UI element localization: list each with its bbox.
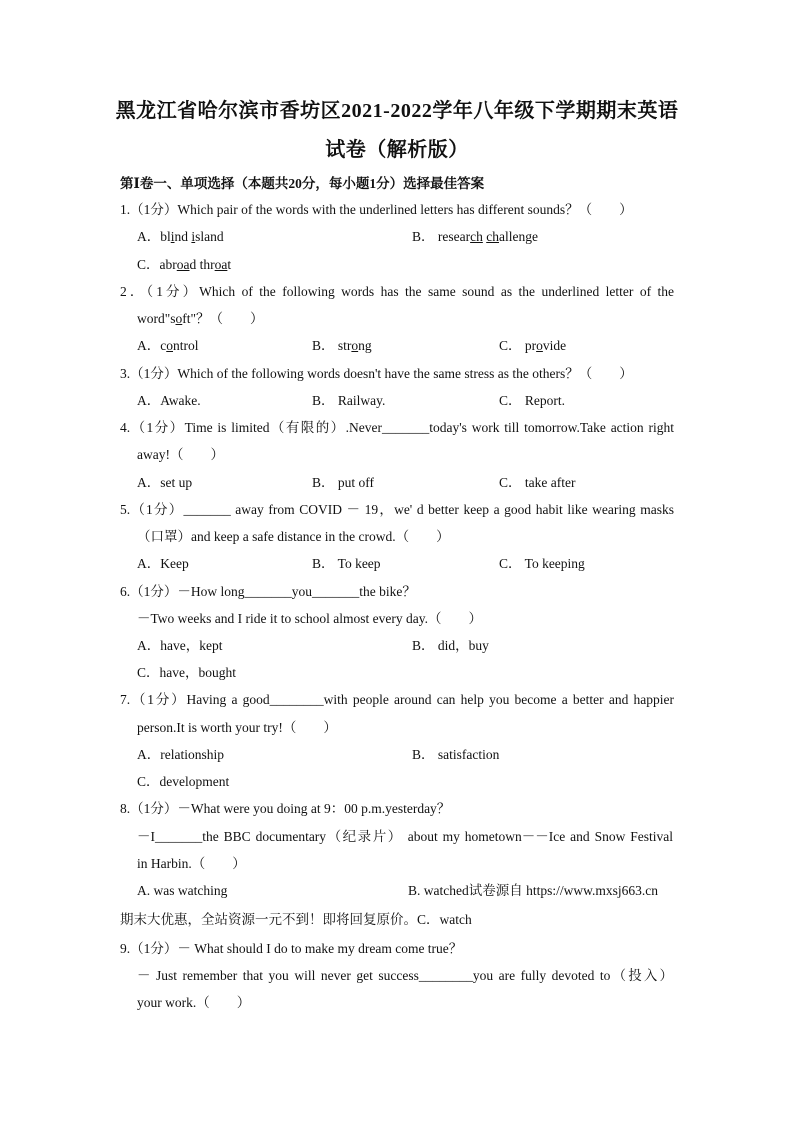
section-heading: 第Ⅰ卷一、单项选择（本题共20分，每小题1分）选择最佳答案 xyxy=(120,176,485,191)
question-7: 7.（1分）Having a good________with people around can help you become a better and happier xyxy=(120,692,674,707)
q2-option-b: B． strong xyxy=(312,338,372,353)
q6-option-b: B． did，buy xyxy=(412,638,489,653)
q5-option-a: A．Keep xyxy=(137,556,189,571)
q1-option-a: A．blind island xyxy=(137,229,224,244)
q3-option-b: B． Railway. xyxy=(312,393,386,408)
question-6-cont: －Two weeks and I ride it to school almost every day.（ ） xyxy=(137,611,482,626)
q5-option-b: B． To keep xyxy=(312,556,381,571)
q4-option-c: C． take after xyxy=(499,475,576,490)
question-9-cont: － Just remember that you will never get success________you are fully devoted to（投入） xyxy=(137,968,673,983)
q7-option-b: B． satisfaction xyxy=(412,747,500,762)
question-5: 5.（1分）_______ away from COVID － 19，we' d better keep a good habit like wearing masks xyxy=(120,502,674,517)
question-9: 9.（1分）－ What should I do to make my dream come true？ xyxy=(120,941,463,956)
q6-option-c: C．have，bought xyxy=(137,665,236,680)
question-2: 2．（1分）Which of the following words has the same sound as the underlined letter of the xyxy=(120,284,674,299)
question-7-cont: person.It is worth your try!（ ） xyxy=(137,720,337,735)
q8-option-b: B. watched试卷源自 https://www.mxsj663.cn xyxy=(408,883,658,898)
q6-option-a: A．have，kept xyxy=(137,638,223,653)
q1-option-b: B． research challenge xyxy=(412,229,538,244)
q3-option-c: C． Report. xyxy=(499,393,565,408)
question-4-cont: away!（ ） xyxy=(137,447,224,462)
question-6: 6.（1分）－How long_______you_______the bike？ xyxy=(120,584,416,599)
q4-option-b: B． put off xyxy=(312,475,375,490)
question-9-cont2: your work.（ ） xyxy=(137,995,251,1010)
question-3: 3.（1分）Which of the following words doesn't have the same stress as the others？（ ） xyxy=(120,366,633,381)
q7-option-c: C．development xyxy=(137,774,230,789)
q5-option-c: C． To keeping xyxy=(499,556,585,571)
question-8-cont: －I_______the BBC documentary（纪录片） about my hometown－－Ice and Snow Festival xyxy=(137,829,673,844)
q2-option-c: C． provide xyxy=(499,338,567,353)
question-5-cont: （口罩）and keep a safe distance in the crowd.（ ） xyxy=(137,529,450,544)
doc-title-line1: 黑龙江省哈尔滨市香坊区2021-2022学年八年级下学期期末英语 xyxy=(115,100,679,122)
question-2-cont: word"soft"？（ ） xyxy=(137,311,264,326)
q3-option-a: A．Awake. xyxy=(137,393,201,408)
q8-option-a: A. was watching xyxy=(137,883,228,898)
q4-option-a: A．set up xyxy=(137,475,193,490)
question-8-cont2: in Harbin.（ ） xyxy=(137,856,246,871)
question-8: 8.（1分）－What were you doing at 9：00 p.m.yesterday？ xyxy=(120,801,451,816)
question-4: 4.（1分）Time is limited（有限的）.Never_______today's work till tomorrow.Take action right xyxy=(120,420,674,435)
doc-title-line2: 试卷（解析版） xyxy=(325,139,469,161)
promo-line-with-option-c: 期末大优惠，全站资源一元不到！即将回复原价。C．watch xyxy=(120,912,472,927)
q1-option-c: C．abroad throat xyxy=(137,257,232,272)
q2-option-a: A．control xyxy=(137,338,199,353)
question-1: 1.（1分）Which pair of the words with the underlined letters has different sounds？（ ） xyxy=(120,202,633,217)
q7-option-a: A．relationship xyxy=(137,747,224,762)
